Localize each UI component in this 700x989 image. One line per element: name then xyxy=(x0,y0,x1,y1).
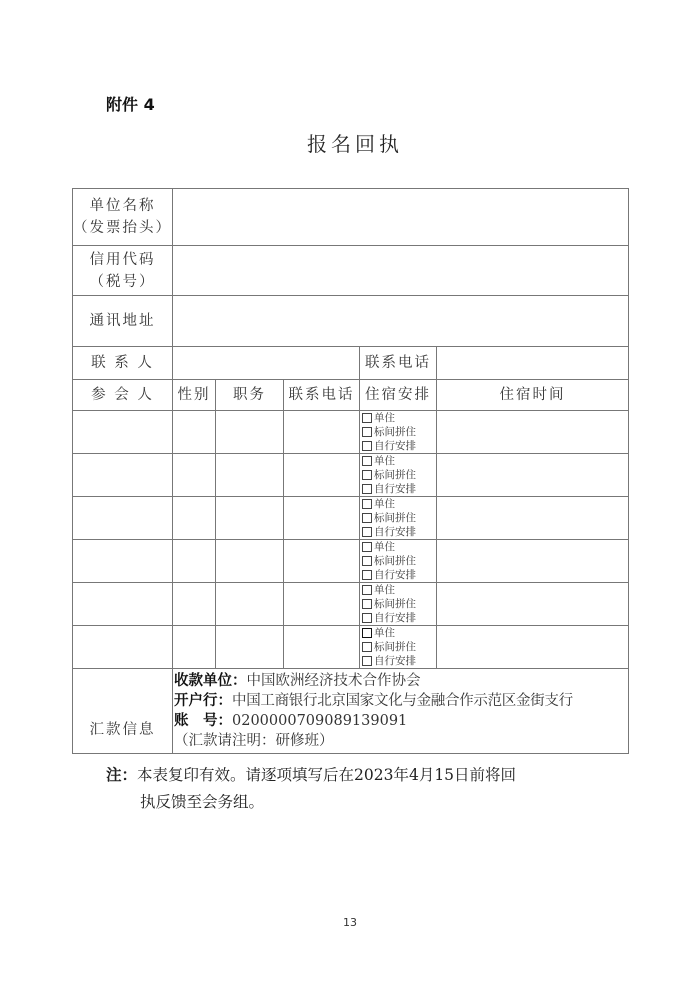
note-line1: 本表复印有效。请逐项填写后在2023年4月15日前将回 xyxy=(137,766,517,784)
lodging-option-label: 自行安排 xyxy=(374,483,416,495)
col-header-position: 职务 xyxy=(216,380,284,411)
phone-field[interactable] xyxy=(284,583,360,626)
lodging-option[interactable] xyxy=(362,482,436,496)
position-field[interactable] xyxy=(216,540,284,583)
phone-field[interactable] xyxy=(284,497,360,540)
account-line xyxy=(174,711,628,731)
checkbox-icon[interactable] xyxy=(362,413,372,423)
phone-field[interactable] xyxy=(284,454,360,497)
lodging-option-label: 标间拼住 xyxy=(374,598,416,610)
contact-phone-label: 联系电话 xyxy=(360,347,437,380)
checkbox-icon[interactable] xyxy=(362,613,372,623)
lodging-time-field[interactable] xyxy=(437,583,629,626)
participant-name-field[interactable] xyxy=(73,540,173,583)
lodging-option[interactable] xyxy=(362,554,436,568)
lodging-option[interactable] xyxy=(362,511,436,525)
participant-row xyxy=(73,497,629,540)
participant-row xyxy=(73,583,629,626)
participant-name-field[interactable] xyxy=(73,454,173,497)
participant-row xyxy=(73,411,629,454)
position-field[interactable] xyxy=(216,454,284,497)
lodging-option[interactable] xyxy=(362,654,436,668)
credit-code-field[interactable] xyxy=(173,246,629,296)
lodging-option-label: 自行安排 xyxy=(374,569,416,581)
checkbox-icon[interactable] xyxy=(362,513,372,523)
checkbox-icon[interactable] xyxy=(362,499,372,509)
lodging-option-label: 单住 xyxy=(374,412,395,424)
lodging-option[interactable] xyxy=(362,425,436,439)
lodging-option[interactable] xyxy=(362,497,436,511)
gender-field[interactable] xyxy=(173,583,216,626)
page-number: 13 xyxy=(343,916,357,929)
payee-value: 中国欧洲经济技术合作协会 xyxy=(246,673,421,689)
account-label: 账 号： xyxy=(174,713,232,729)
phone-field[interactable] xyxy=(284,626,360,669)
payee-label: 收款单位： xyxy=(174,673,247,689)
lodging-option[interactable] xyxy=(362,411,436,425)
page-title: 报名回执 xyxy=(307,132,403,156)
lodging-option-label: 自行安排 xyxy=(374,612,416,624)
lodging-options xyxy=(360,454,437,497)
checkbox-icon[interactable] xyxy=(362,556,372,566)
lodging-time-field[interactable] xyxy=(437,497,629,540)
unit-name-label xyxy=(73,189,173,246)
lodging-option-label: 标间拼住 xyxy=(374,512,416,524)
lodging-options xyxy=(360,626,437,669)
gender-field[interactable] xyxy=(173,626,216,669)
position-field[interactable] xyxy=(216,583,284,626)
checkbox-icon[interactable] xyxy=(362,628,372,638)
lodging-time-field[interactable] xyxy=(437,411,629,454)
lodging-option[interactable] xyxy=(362,525,436,539)
participant-rows xyxy=(73,411,629,669)
gender-field[interactable] xyxy=(173,454,216,497)
credit-code-label xyxy=(73,246,173,296)
lodging-option-label: 单住 xyxy=(374,498,395,510)
bank-label: 开户行： xyxy=(174,693,232,709)
position-field[interactable] xyxy=(216,411,284,454)
lodging-option[interactable] xyxy=(362,468,436,482)
lodging-time-field[interactable] xyxy=(437,540,629,583)
lodging-option-label: 自行安排 xyxy=(374,655,416,667)
lodging-option-label: 单住 xyxy=(374,541,395,553)
participant-name-field[interactable] xyxy=(73,583,173,626)
col-header-gender: 性别 xyxy=(173,380,216,411)
gender-field[interactable] xyxy=(173,540,216,583)
attachment-label: 附件 4 xyxy=(106,95,155,114)
checkbox-icon[interactable] xyxy=(362,484,372,494)
col-header-lodging: 住宿安排 xyxy=(360,380,437,411)
bank-line xyxy=(174,691,628,711)
col-header-participant: 参 会 人 xyxy=(73,380,173,411)
position-field[interactable] xyxy=(216,497,284,540)
checkbox-icon[interactable] xyxy=(362,527,372,537)
lodging-options xyxy=(360,411,437,454)
checkbox-icon[interactable] xyxy=(362,570,372,580)
position-field[interactable] xyxy=(216,626,284,669)
lodging-option-label: 标间拼住 xyxy=(374,641,416,653)
note xyxy=(106,762,516,816)
participant-row xyxy=(73,454,629,497)
participant-name-field[interactable] xyxy=(73,626,173,669)
note-line2: 执反馈至会务组。 xyxy=(140,793,265,811)
phone-field[interactable] xyxy=(284,540,360,583)
participant-name-field[interactable] xyxy=(73,411,173,454)
remit-info xyxy=(173,669,629,754)
lodging-option-label: 标间拼住 xyxy=(374,555,416,567)
lodging-option-label: 自行安排 xyxy=(374,526,416,538)
phone-field[interactable] xyxy=(284,411,360,454)
contact-label: 联 系 人 xyxy=(73,347,173,380)
lodging-option-label: 单住 xyxy=(374,455,395,467)
lodging-option-label: 标间拼住 xyxy=(374,426,416,438)
lodging-options xyxy=(360,540,437,583)
participant-row xyxy=(73,626,629,669)
remit-label: 汇款信息 xyxy=(73,669,173,754)
contact-phone-field[interactable] xyxy=(437,347,629,380)
credit-code-label-line1: 信用代码 xyxy=(89,251,156,268)
payee-line xyxy=(174,671,628,691)
lodging-time-field[interactable] xyxy=(437,454,629,497)
unit-name-field[interactable] xyxy=(173,189,629,246)
col-header-lodging-time: 住宿时间 xyxy=(437,380,629,411)
checkbox-icon[interactable] xyxy=(362,441,372,451)
memo-line: （汇款请注明：研修班） xyxy=(174,733,334,749)
contact-field[interactable] xyxy=(173,347,360,380)
participant-row xyxy=(73,540,629,583)
lodging-option[interactable] xyxy=(362,626,436,640)
registration-form xyxy=(72,188,629,754)
checkbox-icon[interactable] xyxy=(362,542,372,552)
account-value: 0200000709089139091 xyxy=(232,713,408,729)
lodging-option[interactable] xyxy=(362,583,436,597)
note-label: 注： xyxy=(106,766,138,784)
lodging-option[interactable] xyxy=(362,640,436,654)
checkbox-icon[interactable] xyxy=(362,599,372,609)
lodging-options xyxy=(360,583,437,626)
lodging-option[interactable] xyxy=(362,454,436,468)
lodging-options xyxy=(360,497,437,540)
gender-field[interactable] xyxy=(173,497,216,540)
lodging-option[interactable] xyxy=(362,568,436,582)
lodging-option[interactable] xyxy=(362,597,436,611)
lodging-option[interactable] xyxy=(362,439,436,453)
address-label: 通讯地址 xyxy=(73,296,173,347)
lodging-option-label: 单住 xyxy=(374,584,395,596)
col-header-phone: 联系电话 xyxy=(284,380,360,411)
bank-value: 中国工商银行北京国家文化与金融合作示范区金街支行 xyxy=(232,693,573,709)
unit-name-label-line2: （发票抬头） xyxy=(73,220,172,236)
checkbox-icon[interactable] xyxy=(362,642,372,652)
lodging-option-label: 自行安排 xyxy=(374,440,416,452)
unit-name-label-line1: 单位名称 xyxy=(89,198,156,214)
checkbox-icon[interactable] xyxy=(362,470,372,480)
address-field[interactable] xyxy=(173,296,629,347)
credit-code-label-line2: （税号） xyxy=(89,273,156,290)
lodging-option[interactable] xyxy=(362,611,436,625)
checkbox-icon[interactable] xyxy=(362,656,372,666)
checkbox-icon[interactable] xyxy=(362,585,372,595)
participant-name-field[interactable] xyxy=(73,497,173,540)
lodging-option-label: 单住 xyxy=(374,627,395,639)
checkbox-icon[interactable] xyxy=(362,456,372,466)
lodging-option[interactable] xyxy=(362,540,436,554)
lodging-option-label: 标间拼住 xyxy=(374,469,416,481)
gender-field[interactable] xyxy=(173,411,216,454)
lodging-time-field[interactable] xyxy=(437,626,629,669)
checkbox-icon[interactable] xyxy=(362,427,372,437)
